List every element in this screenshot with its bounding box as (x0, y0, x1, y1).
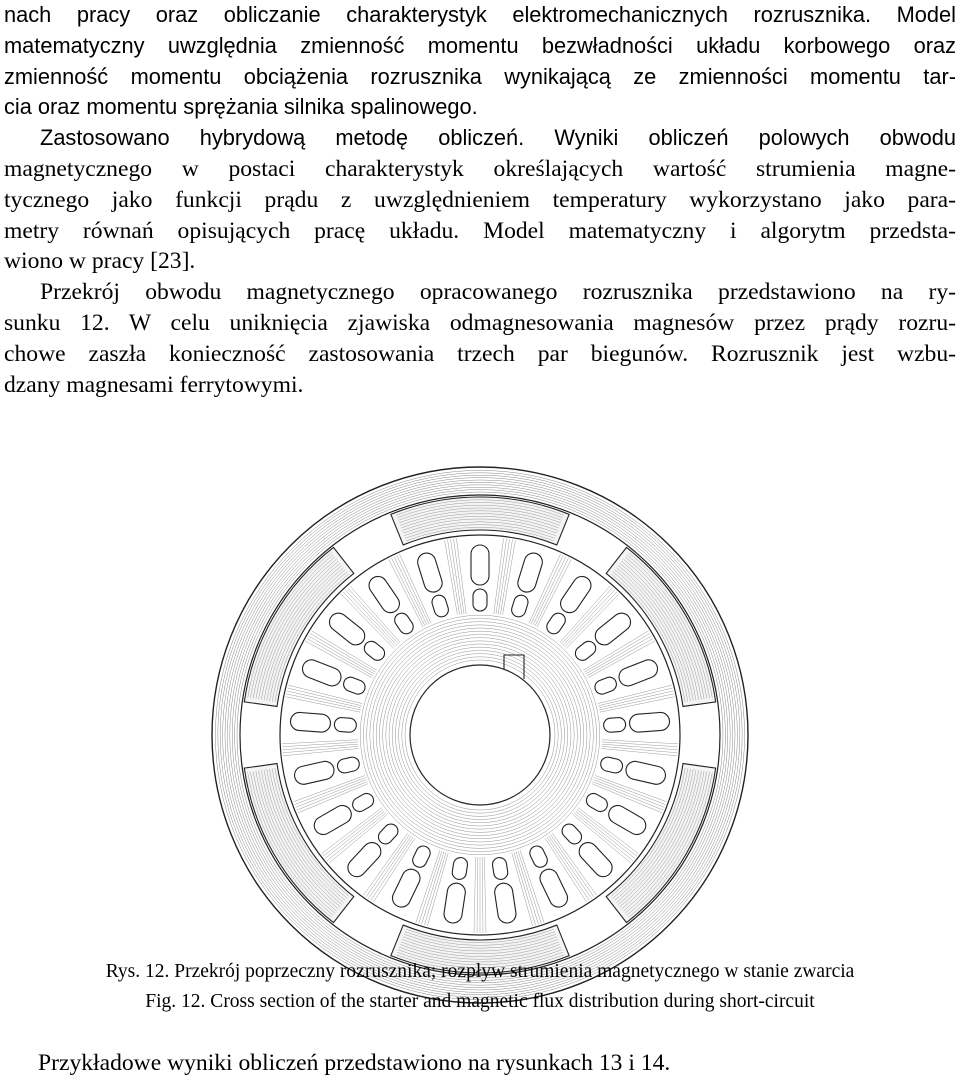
flux-line (602, 744, 678, 750)
flux-line (482, 857, 483, 933)
rotor-slot-inner (376, 821, 401, 847)
rotor-slot-outer (326, 610, 368, 649)
rotor-slot-outer (629, 712, 670, 733)
rotor-slot-inner (336, 756, 361, 775)
rotor-slot-inner (334, 717, 357, 733)
flux-line (599, 693, 673, 711)
flux-line (448, 540, 460, 615)
rotor-slot-outer (537, 866, 571, 910)
flux-line (405, 660, 555, 810)
flux-line (367, 622, 594, 849)
rotor-slot-outer (311, 802, 355, 838)
text-line: Przekrój obwodu magnetycznego opracowanego rozrusznika przedstawiono na ry- (40, 279, 956, 306)
rotor-slot-outer (415, 551, 444, 595)
text-line: wiono w pracy [23]. (4, 248, 196, 275)
rotor-slot-inner (361, 638, 387, 663)
rotor-slot-outer (592, 610, 634, 649)
text-line: tycznego jako funkcji prądu z uwzględnieniem temperatury wykorzystano jako para- (4, 186, 956, 213)
flux-line (376, 631, 584, 839)
figure-caption-polish: Rys. 12. Przekrój poprzeczny rozrusznika; rozpływ strumienia magnetycznego w stanie zwarcia (105, 961, 855, 982)
rotor-slot-inner (599, 756, 624, 775)
rotor-slot-inner (342, 675, 368, 696)
flux-line (455, 538, 468, 613)
flux-line (453, 539, 465, 614)
flux-line (386, 641, 574, 829)
flux-line (399, 654, 562, 817)
rotor-slot-outer (290, 712, 331, 733)
flux-line (282, 741, 358, 747)
rotor-slot-inner (410, 844, 432, 870)
flux-line (498, 539, 509, 614)
rotor-slot-outer (443, 882, 467, 924)
rotor-slot-inner (593, 675, 619, 696)
text-line: sunku 12. W celu uniknięcia zjawiska odmagnesowania magnesów przez prądy rozru- (4, 309, 956, 336)
ferrite-magnet (244, 764, 353, 923)
flux-line (484, 857, 486, 933)
rotor-slot-outer (471, 545, 489, 585)
flux-line (500, 540, 512, 615)
text-line: magnetycznego w postaci charakterystyk określających wartość strumienia magne- (4, 155, 956, 182)
text-line: chowe zaszła konieczność zastosowania trzech par biegunów. Rozrusznik jest wzbu- (4, 340, 956, 367)
flux-line (495, 539, 507, 614)
rotor-slot-inner (473, 589, 487, 611)
text-line: dzany magnesami ferrytowymi. (4, 371, 304, 398)
flux-line (383, 638, 578, 833)
text-line: nach pracy oraz obliczanie charakterystyk elektromechanicznych rozrusznika. Model (4, 2, 956, 27)
starter-cross-section-figure (208, 463, 752, 1007)
rotor-slot-outer (616, 657, 660, 688)
rotor-slot-inner (451, 857, 468, 881)
flux-line (450, 539, 461, 614)
flux-line (360, 615, 600, 855)
rotor-slot-inner (350, 791, 376, 814)
flux-line (477, 857, 478, 933)
ferrite-magnet (606, 764, 715, 923)
rotor-slot-outer (516, 551, 545, 595)
text-line: Zastosowano hybrydową metodę obliczeń. Wyniki obliczeń polowych obwodu (40, 125, 956, 151)
rotor-slot-inner (544, 610, 568, 636)
flux-line (370, 625, 590, 845)
rotor-slot-inner (492, 857, 509, 881)
rotor-slot-inner (559, 821, 584, 847)
flux-line (392, 647, 568, 823)
flux-line (363, 618, 596, 851)
figure-caption-english: Fig. 12. Cross section of the starter and magnetic flux distribution during short-circuit (145, 991, 815, 1012)
flux-line (602, 741, 678, 747)
rotor-slot-inner (510, 593, 530, 618)
flux-line (395, 650, 564, 819)
ferrite-magnet (391, 497, 569, 545)
rotor-slot-outer (300, 657, 344, 688)
flux-line (600, 695, 674, 713)
shaft-keyway (504, 655, 524, 679)
rotor-slot-inner (573, 638, 599, 663)
text-line: matematyczny uwzględnia zmienność momentu bezwładności układu korbowego oraz (4, 32, 956, 58)
flux-line (286, 695, 360, 713)
rotor-slot-inner (603, 717, 626, 733)
rotor-slot-outer (493, 882, 517, 924)
rotor-slot-inner (527, 844, 549, 870)
rotor-slot-inner (392, 610, 416, 636)
rotor-slot-inner (430, 593, 450, 618)
rotor-slot-outer (293, 760, 336, 786)
rotor-slot-inner (584, 791, 610, 814)
text-line: cia oraz momentu sprężania silnika spalinowego. (4, 94, 478, 120)
text-line: metry równań opisujących pracę układu. Model matematyczny i algorytm przedsta- (4, 217, 956, 244)
rotor-slot-outer (389, 866, 423, 910)
flux-line (283, 744, 359, 750)
flux-line (402, 657, 558, 813)
flux-line (389, 644, 571, 826)
closing-sentence: Przykładowe wyniki obliczeń przedstawiono na rysunkach 13 i 14. (38, 1050, 671, 1076)
flux-line (492, 538, 505, 613)
body-text (4, 0, 956, 400)
shaft-bore (410, 665, 550, 805)
rotor-slot-outer (605, 802, 649, 838)
rotor-slot-outer (624, 760, 667, 786)
flux-line (286, 693, 360, 711)
flux-line (474, 857, 476, 933)
text-line: zmienność momentu obciążenia rozrusznika wynikającą ze zmienności momentu tar- (4, 63, 956, 89)
